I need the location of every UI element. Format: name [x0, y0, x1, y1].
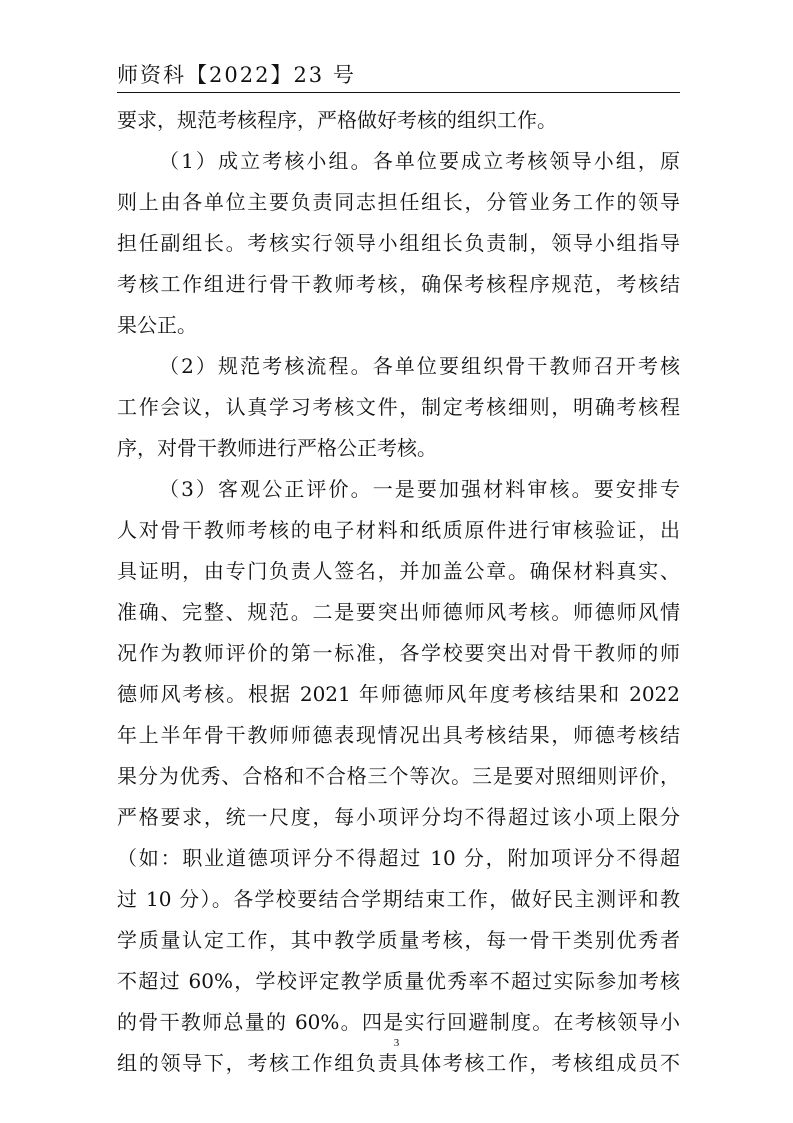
paragraph-line: （1）成立考核小组。各单位要成立考核领导小组，原	[159, 149, 680, 173]
paragraph-line: 组的领导下，考核工作组负责具体考核工作，考核组成员不	[117, 1051, 680, 1075]
paragraph-line: 担任副组长。考核实行领导小组组长负责制，领导小组指导	[117, 231, 680, 255]
paragraph-line: 况作为教师评价的第一标准，各学校要突出对骨干教师的师	[117, 641, 680, 665]
paragraph-line: 准确、完整、规范。二是要突出师德师风考核。师德师风情	[117, 600, 680, 624]
paragraph-line: 工作会议，认真学习考核文件，制定考核细则，明确考核程	[117, 395, 680, 419]
paragraph-line: 考核工作组进行骨干教师考核，确保考核程序规范，考核结	[117, 272, 680, 296]
page-number: 3	[393, 1037, 400, 1049]
header-divider	[117, 92, 680, 93]
paragraph-line: 德师风考核。根据 2021 年师德师风年度考核结果和 2022	[117, 682, 680, 706]
paragraph-line: 则上由各单位主要负责同志担任组长，分管业务工作的领导	[117, 190, 680, 214]
paragraph-line: 年上半年骨干教师师德表现情况出具考核结果，师德考核结	[117, 723, 680, 747]
paragraph-line: （3）客观公正评价。一是要加强材料审核。要安排专	[159, 477, 680, 501]
paragraph-line: 序，对骨干教师进行严格公正考核。	[117, 436, 437, 460]
paragraph-line: （如：职业道德项评分不得超过 10 分，附加项评分不得超	[117, 846, 680, 870]
document-number-header: 师资科【2022】23 号	[117, 63, 356, 87]
paragraph-line: （2）规范考核流程。各单位要组织骨干教师召开考核	[159, 354, 680, 378]
paragraph-line: 人对骨干教师考核的电子材料和纸质原件进行审核验证，出	[117, 518, 680, 542]
paragraph-line: 过 10 分）。各学校要结合学期结束工作，做好民主测评和教	[117, 887, 680, 911]
paragraph-line: 果公正。	[117, 313, 197, 337]
paragraph-line: 的骨干教师总量的 60%。四是实行回避制度。在考核领导小	[117, 1010, 680, 1034]
paragraph-line: 要求，规范考核程序，严格做好考核的组织工作。	[117, 108, 557, 132]
paragraph-line: 学质量认定工作，其中教学质量考核，每一骨干类别优秀者	[117, 928, 680, 952]
paragraph-line: 果分为优秀、合格和不合格三个等次。三是要对照细则评价，	[117, 764, 680, 788]
paragraph-line: 具证明，由专门负责人签名，并加盖公章。确保材料真实、	[117, 559, 680, 583]
paragraph-line: 不超过 60%，学校评定教学质量优秀率不超过实际参加考核	[117, 969, 680, 993]
document-body	[117, 100, 680, 1084]
paragraph-line: 严格要求，统一尺度，每小项评分均不得超过该小项上限分	[117, 805, 680, 829]
